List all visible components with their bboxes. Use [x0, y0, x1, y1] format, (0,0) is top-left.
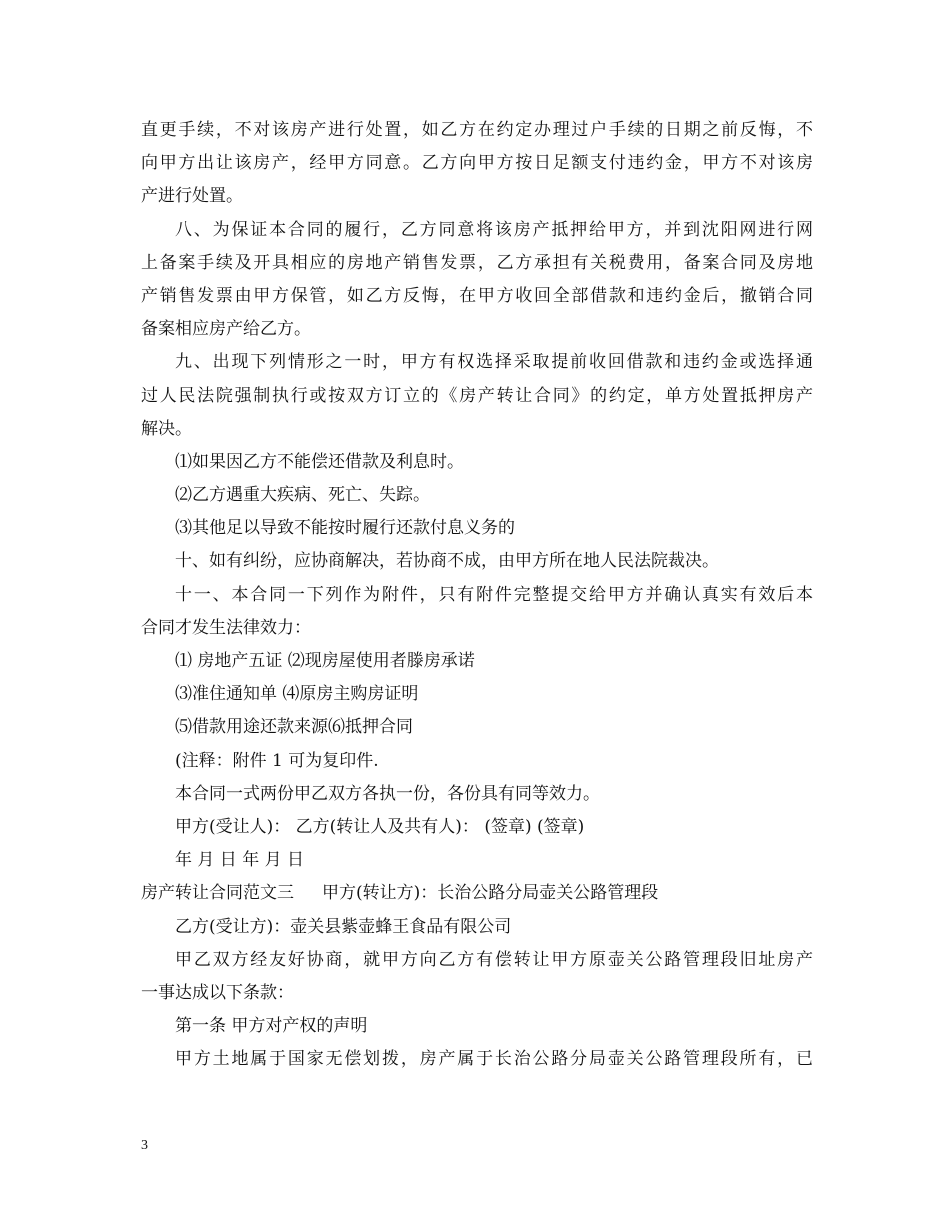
list-item: ⑶其他足以导致不能按时履行还款付息义务的 — [175, 518, 515, 539]
section-heading-line — [141, 877, 813, 910]
section-heading: 房产转让合同范文三 — [141, 883, 294, 904]
text-line: 甲乙双方经友好协商，就甲方向乙方有偿转让甲方原壶关公路管理段旧址房产 — [175, 949, 813, 970]
clause-eight: 八、为保证本合同的履行，乙方同意将该房产抵押给甲方，并到沈阳网进行网 — [175, 219, 813, 240]
text-line: 甲方土地属于国家无偿划拨，房产属于长治公路分局壶关公路管理段所有，已 — [175, 1049, 813, 1070]
document-body — [141, 114, 813, 1076]
page-number: 3 — [141, 1138, 148, 1153]
list-item: ⑶准住通知单 ⑷原房主购房证明 — [175, 684, 419, 705]
clause-nine: 九、出现下列情形之一时，甲方有权选择采取提前收回借款和违约金或选择通 — [175, 352, 813, 373]
text-line: 直更手续，不对该房产进行处置，如乙方在约定办理过户手续的日期之前反悔，不 — [141, 120, 813, 140]
text-line: 上备案手续及开具相应的房地产销售发票，乙方承担有关税费用，备案合同及房地 — [141, 252, 813, 273]
text-line: 备案相应房产给乙方。 — [141, 319, 311, 340]
note-line: (注释：附件 1 可为复印件. — [175, 750, 379, 771]
text-line: 合同才发生法律效力： — [141, 617, 311, 638]
text-line: 向甲方出让该房产，经甲方同意。乙方向甲方按日足额支付违约金，甲方不对该房 — [141, 153, 813, 174]
text-line: 本合同一式两份甲乙双方各执一份，各份具有同等效力。 — [175, 783, 600, 804]
article-heading: 第一条 甲方对产权的声明 — [175, 1016, 368, 1037]
text-line: 一事达成以下条款： — [141, 982, 294, 1003]
party-a: 甲方(转让方)：长治公路分局壶关公路管理段 — [322, 883, 659, 904]
list-item: ⑸借款用途还款来源⑹抵押合同 — [175, 717, 413, 738]
list-item: ⑵乙方遇重大疾病、死亡、失踪。 — [175, 485, 430, 506]
party-b: 乙方(受让方)：壶关县紫壶蜂王食品有限公司 — [175, 916, 512, 937]
text-line: 解决。 — [141, 418, 192, 439]
clause-eleven: 十一、本合同一下列作为附件，只有附件完整提交给甲方并确认真实有效后本 — [175, 584, 813, 605]
text-line: 产销售发票由甲方保管，如乙方反悔，在甲方收回全部借款和违约金后，撤销合同 — [141, 285, 813, 306]
clause-ten: 十、如有纠纷，应协商解决，若协商不成，由甲方所在地人民法院裁决。 — [175, 551, 719, 572]
list-item: ⑴如果因乙方不能偿还借款及利息时。 — [175, 451, 464, 472]
text-line: 过人民法院强制执行或按双方订立的《房产转让合同》的约定，单方处置抵押房产 — [141, 385, 813, 406]
list-item: ⑴ 房地产五证 ⑵现房屋使用者滕房承诺 — [175, 651, 475, 671]
text-line: 产进行处置。 — [141, 186, 243, 207]
date-line: 年 月 日 年 月 日 — [175, 850, 305, 871]
signature-line: 甲方(受让人)： 乙方(转让人及共有人)： (签章) (签章) — [175, 816, 585, 837]
